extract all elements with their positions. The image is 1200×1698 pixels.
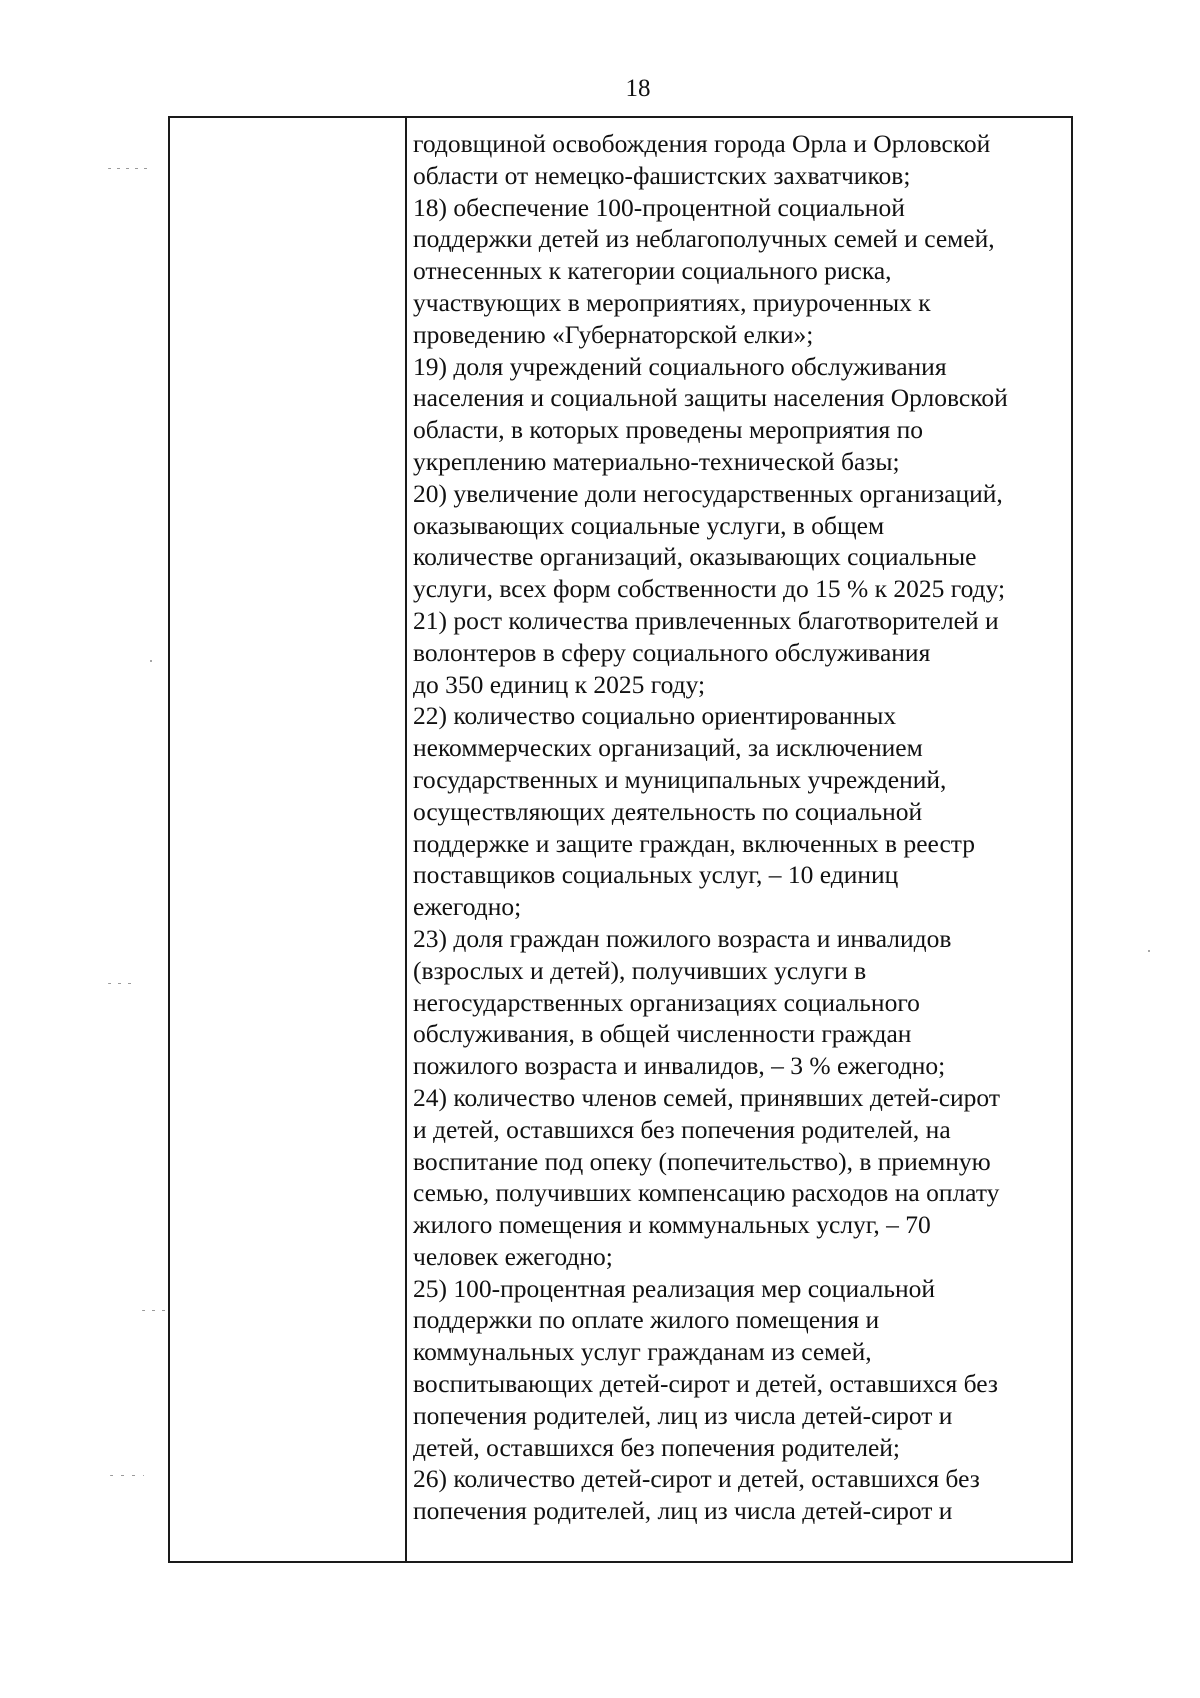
scan-speck <box>142 1310 172 1311</box>
text-line: поддержки по оплате жилого помещения и <box>413 1305 880 1335</box>
text-line: поставщиков социальных услуг, – 10 единиц <box>413 860 899 890</box>
text-line: и детей, оставшихся без попечения родителей, на <box>413 1114 951 1144</box>
text-line: до 350 единиц к 2025 году; <box>413 669 706 699</box>
text-line: участвующих в мероприятиях, приуроченных к <box>413 287 931 317</box>
table-right-cell <box>407 118 1071 1561</box>
text-line: количестве организаций, оказывающих социальные <box>413 542 977 572</box>
text-line: области, в которых проведены мероприятия по <box>413 415 923 445</box>
text-line: детей, оставшихся без попечения родителей; <box>413 1432 900 1462</box>
document-table <box>168 116 1073 1563</box>
text-line: области от немецко-фашистских захватчиков; <box>413 160 911 190</box>
text-line: воспитание под опеку (попечительство), в приемную <box>413 1146 991 1176</box>
text-line: 20) увеличение доли негосударственных организаций, <box>413 478 1003 508</box>
table-left-cell <box>170 118 407 1561</box>
text-line: оказывающих социальные услуги, в общем <box>413 510 885 540</box>
text-line: обслуживания, в общей численности граждан <box>413 1019 912 1049</box>
text-line: 22) количество социально ориентированных <box>413 701 897 731</box>
text-line: коммунальных услуг гражданам из семей, <box>413 1337 872 1367</box>
text-line: 18) обеспечение 100-процентной социальной <box>413 192 905 222</box>
text-line: государственных и муниципальных учреждений, <box>413 764 947 794</box>
text-line: 25) 100-процентная реализация мер социальной <box>413 1273 936 1303</box>
scan-speck <box>150 660 152 662</box>
text-line: проведению «Губернаторской елки»; <box>413 319 814 349</box>
text-line: 23) доля граждан пожилого возраста и инвалидов <box>413 923 952 953</box>
text-line: 19) доля учреждений социального обслуживания <box>413 351 947 381</box>
text-line: семью, получивших компенсацию расходов на оплату <box>413 1178 1000 1208</box>
text-line: (взрослых и детей), получивших услуги в <box>413 955 867 985</box>
text-line: годовщиной освобождения города Орла и Орловской <box>413 129 991 158</box>
text-line: попечения родителей, лиц из числа детей-сирот и <box>413 1496 953 1526</box>
text-line: осуществляющих деятельность по социальной <box>413 796 923 826</box>
text-line: населения и социальной защиты населения Орловской <box>413 383 1008 413</box>
text-line: поддержки детей из неблагополучных семей и семей, <box>413 224 995 254</box>
text-line: 21) рост количества привлеченных благотворителей и <box>413 605 999 635</box>
scan-speck <box>110 1475 144 1476</box>
scan-speck <box>108 983 132 984</box>
text-line: укреплению материально-технической базы; <box>413 446 900 476</box>
text-line: попечения родителей, лиц из числа детей-сирот и <box>413 1400 953 1430</box>
text-line: 26) количество детей-сирот и детей, оставшихся без <box>413 1464 980 1494</box>
text-line: волонтеров в сферу социального обслуживания <box>413 637 931 667</box>
scan-speck <box>1148 950 1150 952</box>
text-line: услуги, всех форм собственности до 15 % к 2025 году; <box>413 574 1006 604</box>
text-line: пожилого возраста и инвалидов, – 3 % ежегодно; <box>413 1051 946 1081</box>
text-line: человек ежегодно; <box>413 1241 613 1271</box>
text-line: 24) количество членов семей, принявших детей-сирот <box>413 1082 1000 1112</box>
text-line: ежегодно; <box>413 892 522 922</box>
scan-speck <box>108 168 148 169</box>
text-line: отнесенных к категории социального риска, <box>413 256 892 286</box>
text-line: жилого помещения и коммунальных услуг, – 70 <box>413 1210 931 1240</box>
text-line: поддержке и защите граждан, включенных в реестр <box>413 828 975 858</box>
text-line: некоммерческих организаций, за исключением <box>413 733 923 763</box>
text-line: воспитывающих детей-сирот и детей, оставшихся без <box>413 1369 998 1399</box>
text-line: негосударственных организациях социального <box>413 987 920 1017</box>
page-number: 18 <box>625 75 651 102</box>
